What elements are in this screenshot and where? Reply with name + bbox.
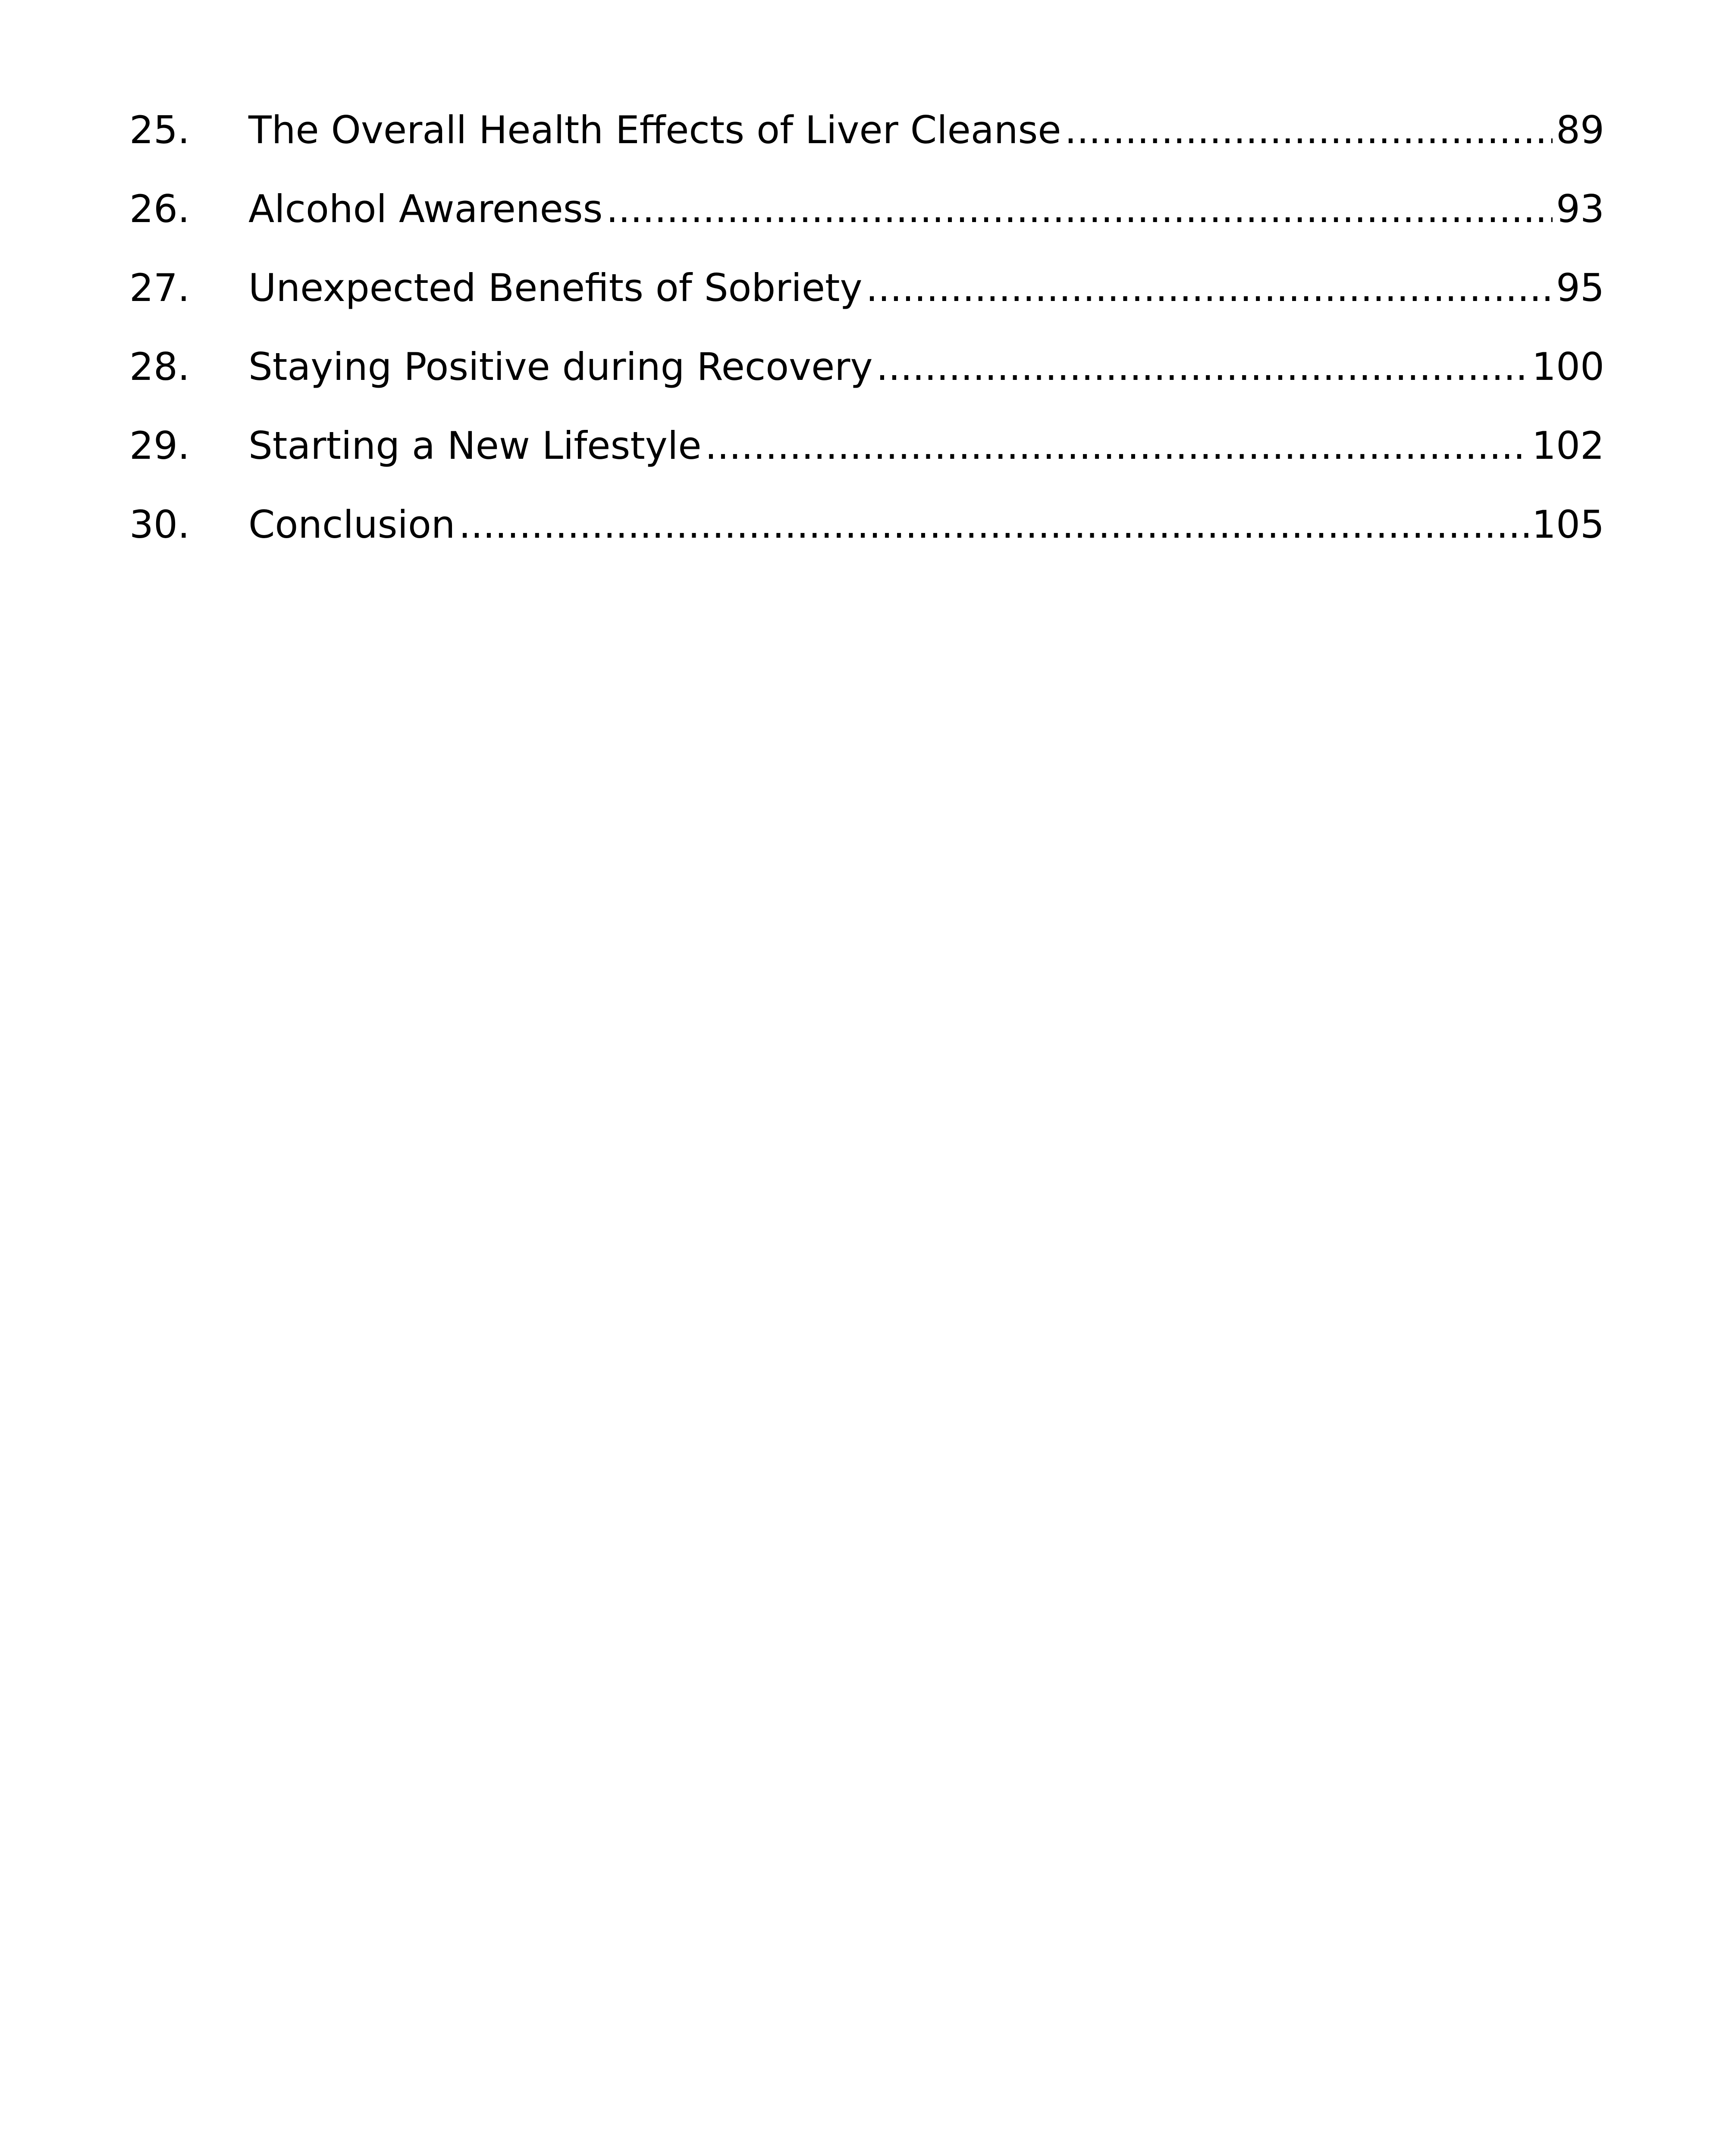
toc-entry-title: Unexpected Benefits of Sobriety	[248, 266, 863, 310]
toc-entry-title: Staying Positive during Recovery	[248, 345, 873, 389]
toc-entry-number: 28.	[129, 345, 190, 389]
toc-entry-title: Conclusion	[248, 502, 455, 547]
toc-entry-title: Alcohol Awareness	[248, 187, 603, 231]
toc-entry-page: 105	[1532, 502, 1604, 547]
toc-entry[interactable]	[129, 169, 1604, 248]
toc-entry[interactable]	[129, 327, 1604, 406]
toc-entry[interactable]	[129, 485, 1604, 564]
toc-entry-page: 95	[1556, 266, 1604, 310]
toc-entry[interactable]	[129, 91, 1604, 169]
toc-entry-page: 100	[1532, 345, 1604, 389]
toc-entry-page: 102	[1532, 423, 1604, 468]
toc-entry-page: 93	[1556, 187, 1604, 231]
toc-entry-title: Starting a New Lifestyle	[248, 423, 702, 468]
toc-entry-number: 30.	[129, 502, 190, 547]
toc-entry[interactable]	[129, 248, 1604, 327]
toc-dot-leader	[459, 485, 1528, 564]
toc-entry-title: The Overall Health Effects of Liver Cleanse	[248, 108, 1061, 152]
toc-entry-number: 29.	[129, 423, 190, 468]
toc-entry-page: 89	[1556, 108, 1604, 152]
toc-dot-leader	[1064, 91, 1553, 169]
toc-entry-number: 27.	[129, 266, 190, 310]
toc-entry-number: 26.	[129, 187, 190, 231]
toc-dot-leader	[876, 327, 1529, 406]
table-of-contents	[129, 91, 1604, 564]
toc-dot-leader	[705, 406, 1528, 485]
toc-entry[interactable]	[129, 406, 1604, 485]
toc-dot-leader	[606, 169, 1553, 248]
toc-entry-number: 25.	[129, 108, 190, 152]
toc-dot-leader	[866, 248, 1553, 327]
